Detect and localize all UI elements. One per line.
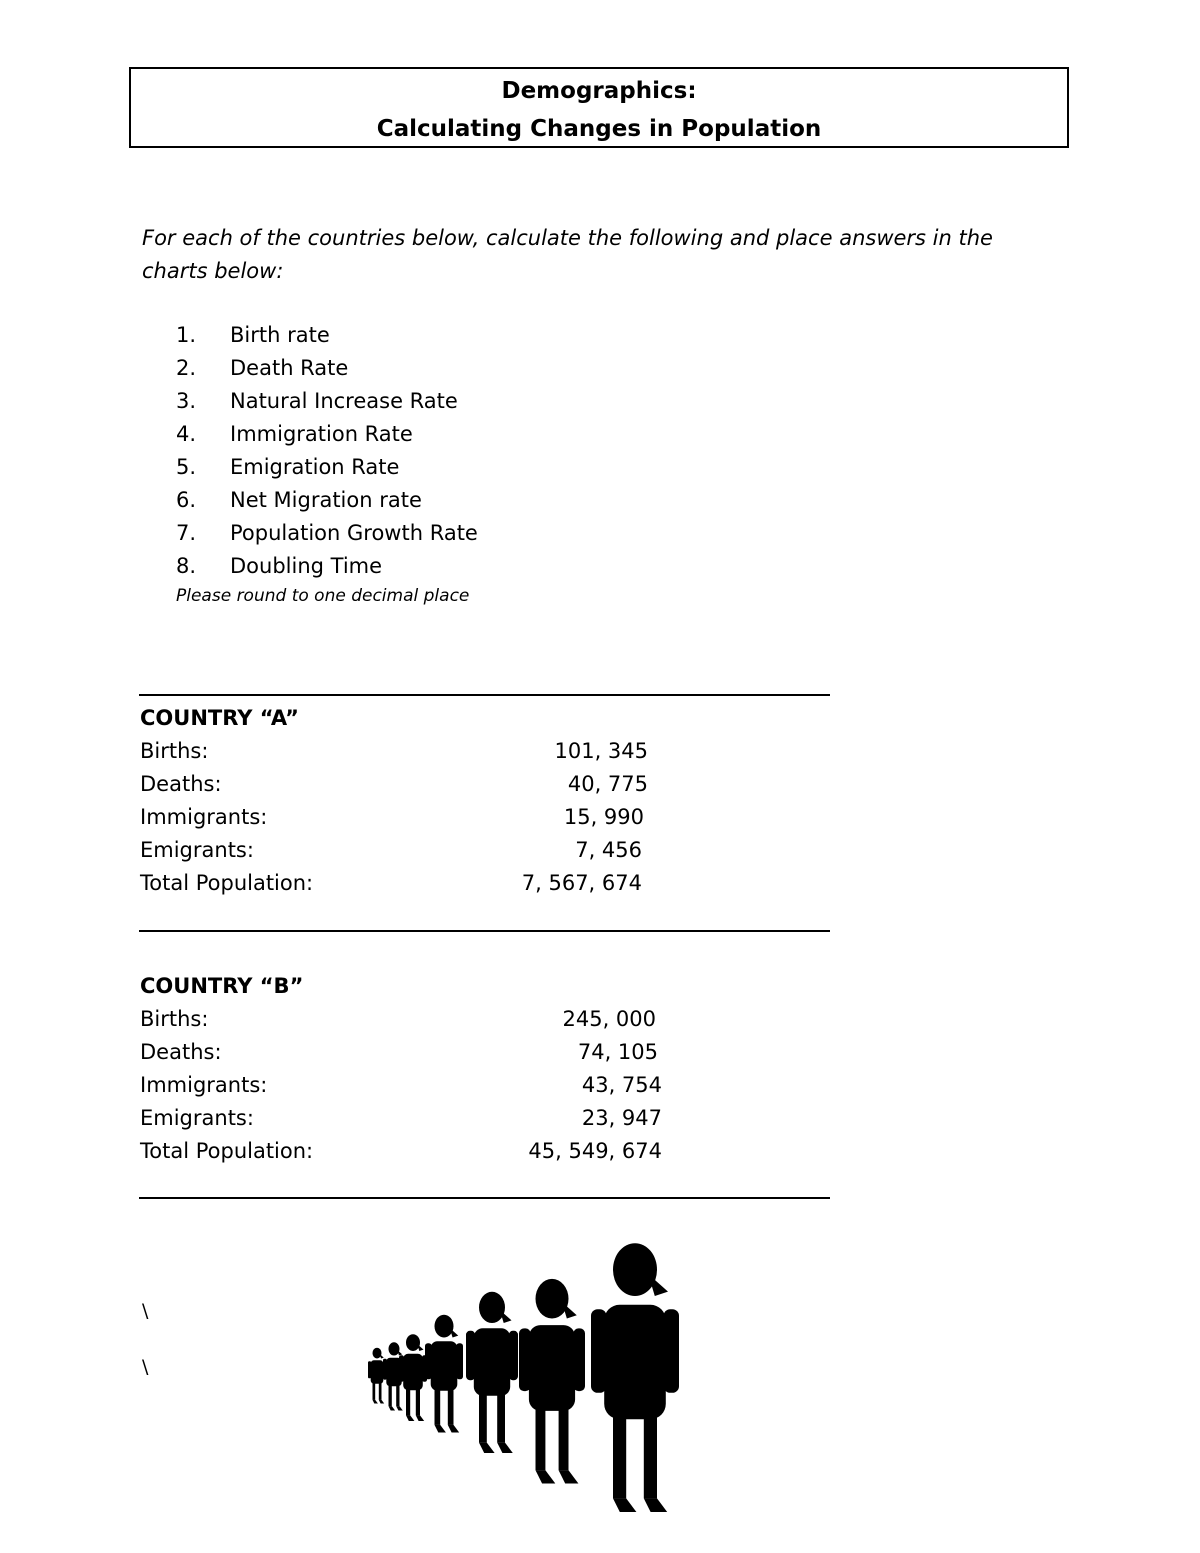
list-item xyxy=(176,451,478,484)
stat-value: 7, 456 xyxy=(575,838,642,862)
page-subtitle: Calculating Changes in Population xyxy=(376,116,822,142)
list-item-label: Net Migration rate xyxy=(230,488,422,512)
stat-label: Total Population: xyxy=(140,871,314,895)
list-item-number: 2. xyxy=(176,356,197,380)
list-item-label: Population Growth Rate xyxy=(230,521,478,545)
stat-row-immigrants xyxy=(140,1069,662,1102)
stat-value: 7, 567, 674 xyxy=(521,871,642,895)
divider xyxy=(139,1197,830,1199)
instructions-text: For each of the countries below, calculate the following and place answers in the charts below: xyxy=(142,226,993,283)
stat-value: 40, 775 xyxy=(567,772,648,796)
person-figure xyxy=(591,1243,679,1512)
list-item xyxy=(176,517,478,550)
stat-label: Emigrants: xyxy=(140,838,254,862)
list-item-label: Natural Increase Rate xyxy=(230,389,458,413)
title-box xyxy=(129,67,1069,148)
list-item-label: Emigration Rate xyxy=(230,455,400,479)
stat-row-emigrants xyxy=(140,834,642,867)
stat-label: Births: xyxy=(140,1007,209,1031)
divider xyxy=(139,694,830,696)
people-figures-svg xyxy=(360,1212,690,1512)
stat-row-total-population xyxy=(140,867,642,900)
stat-label: Deaths: xyxy=(140,772,222,796)
list-item xyxy=(176,550,478,583)
stat-row-deaths xyxy=(140,768,648,801)
stat-label: Emigrants: xyxy=(140,1106,254,1130)
stat-row-emigrants xyxy=(140,1102,662,1135)
country-name: COUNTRY “A” xyxy=(140,706,299,730)
stat-value: 43, 754 xyxy=(581,1073,662,1097)
people-growing-in-line-icon xyxy=(360,1212,690,1512)
stat-row-total-population xyxy=(140,1135,662,1168)
country-b-block xyxy=(140,970,662,1168)
stat-label: Deaths: xyxy=(140,1040,222,1064)
list-item-number: 6. xyxy=(176,488,197,512)
list-item xyxy=(176,385,478,418)
stray-mark: \ xyxy=(142,1356,149,1378)
person-figure xyxy=(519,1279,585,1484)
stat-label: Births: xyxy=(140,739,209,763)
list-item xyxy=(176,418,478,451)
list-item-label: Immigration Rate xyxy=(230,422,413,446)
stat-value: 23, 947 xyxy=(581,1106,662,1130)
stat-row-immigrants xyxy=(140,801,644,834)
stat-label: Immigrants: xyxy=(140,805,268,829)
stat-label: Immigrants: xyxy=(140,1073,268,1097)
list-item-number: 1. xyxy=(176,323,197,347)
stat-value: 45, 549, 674 xyxy=(528,1139,662,1163)
stat-row-births xyxy=(140,735,648,768)
stat-value: 101, 345 xyxy=(554,739,648,763)
stat-value: 15, 990 xyxy=(563,805,644,829)
list-item-number: 3. xyxy=(176,389,197,413)
rounding-note: Please round to one decimal place xyxy=(176,586,470,606)
list-item-number: 5. xyxy=(176,455,197,479)
list-item-label: Doubling Time xyxy=(230,554,383,578)
task-list xyxy=(176,319,478,583)
list-item xyxy=(176,319,478,352)
list-item xyxy=(176,352,478,385)
country-a-block xyxy=(140,702,648,900)
stray-mark: \ xyxy=(142,1300,149,1322)
stat-row-births xyxy=(140,1003,656,1036)
stat-value: 245, 000 xyxy=(562,1007,656,1031)
list-item-number: 8. xyxy=(176,554,197,578)
person-figure xyxy=(399,1334,427,1421)
country-name: COUNTRY “B” xyxy=(140,974,304,998)
list-item-number: 7. xyxy=(176,521,197,545)
list-item xyxy=(176,484,478,517)
stat-label: Total Population: xyxy=(140,1139,314,1163)
stat-value: 74, 105 xyxy=(577,1040,658,1064)
stat-row-deaths xyxy=(140,1036,658,1069)
person-figure xyxy=(425,1315,463,1433)
page-title: Demographics: xyxy=(501,78,697,104)
divider xyxy=(139,930,830,932)
list-item-label: Birth rate xyxy=(230,323,330,347)
person-figure xyxy=(466,1292,518,1453)
list-item-number: 4. xyxy=(176,422,197,446)
list-item-label: Death Rate xyxy=(230,356,349,380)
